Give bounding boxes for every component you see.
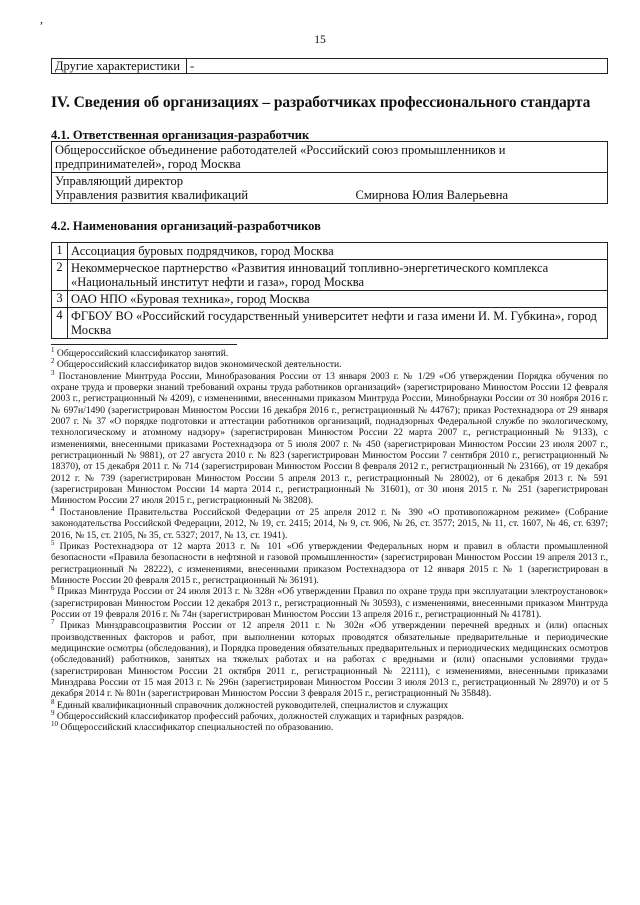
developer-name: ОАО НПО «Буровая техника», город Москва xyxy=(68,291,608,308)
footnote xyxy=(51,504,608,541)
footnote xyxy=(51,586,608,620)
developers-heading: 4.2. Наименования организаций-разработчиков xyxy=(51,219,321,233)
footnote-text: Приказ Ростехнадзора от 12 марта 2013 г. № 101 «Об утверждении Федеральных норм и правил в области промышленной безопасности «Правила безопасности в нефтяной и газовой промышленности» (зарегистрирован Минюстом России 19 апреля 2013 г., регистрационный № 28222), с изменениями, внесенными приказом Ростехнадзора от 12 января 2015 г. № 1 (зарегистрирован в Минюсте России 20 февраля 2015 г., регистрационный № 36191). xyxy=(51,540,609,586)
footnote-text: Постановление Минтруда России, Минобразования России от 13 января 2003 г. № 1/29 «Об утверждении Порядка обучения по охране труда и проверки знаний требований охраны труда работников организаций» (зарегистрировано Минюстом России 12 февраля 2003 г., регистрационный № 4209), с изменениями, внесенными приказом Минтруда России, Минобрнауки России от 30 ноября 2016 г. № 697н/1490 (зарегистрирован Минюстом России 16 декабря 2016 г., регистрационный № 44767); приказ Ростехнадзора от 29 января 2007 г. № 37 «О порядке подготовки и аттестации работников организаций, поднадзорных Федеральной службе по экологическому, технологическому и атомному надзору» (зарегистрирован Минюстом России 22 марта 2007 г., регистрационный № 9133), с изменениями, внесенными приказами Ростехнадзора от 5 июля 2007 г. № 450 (зарегистрирован Минюстом России 23 июля 2007 г., регистрационный № 9881), от 27 августа 2010 г. № 823 (зарегистрирован Минюстом России 7 сентября 2010 г., регистрационный № 18370), от 15 декабря 2011 г. № 714 (зарегистрирован Минюстом России 8 февраля 2012 г., регистрационный № 23166), от 19 декабря 2012 г. № 739 (зарегистрирован Минюстом России 5 апреля 2013 г., регистрационный № 28002), от 6 декабря 2013 г. № 591 (зарегистрирован Минюстом России 14 марта 2014 г., регистрационный № 31601), от 30 июня 2015 г. № 251 (зарегистрирован Минюстом России 27 июля 2015 г., регистрационный № 38208). xyxy=(51,370,609,507)
signatory-position: Управляющий директор xyxy=(55,174,183,188)
footnote-number: 10 xyxy=(51,720,58,729)
footnote-text: Приказ Минтруда России от 24 июля 2013 г. № 328н «Об утверждении Правил по охране труда при эксплуатации электроустановок» (зарегистрирован Минюстом России 12 декабря 2013 г., регистрационный № 30593), с изменениями, внесенными приказом Минтруда России от 19 февраля 2016 г. № 74н (зарегистрирован Минюстом России 13 апреля 2016 г., регистрационный № 41781). xyxy=(51,586,608,620)
signatory-person: Смирнова Юлия Валерьевна xyxy=(355,188,508,202)
footnote-number: 5 xyxy=(51,538,55,547)
responsible-signatory-cell xyxy=(52,173,608,204)
footnote-number: 9 xyxy=(51,708,55,717)
corner-mark: , xyxy=(40,12,43,26)
other-characteristics-value: - xyxy=(187,59,608,74)
footnote-text: Общероссийский классификатор занятий. xyxy=(56,348,229,359)
developer-number: 4 xyxy=(52,308,68,339)
table-row xyxy=(52,59,608,74)
section-title: IV. Сведения об организациях – разработчиках профессионального стандарта xyxy=(51,94,591,111)
developer-number: 3 xyxy=(52,291,68,308)
footnotes xyxy=(51,345,609,734)
footnote-number: 6 xyxy=(51,584,55,593)
responsible-org-heading: 4.1. Ответственная организация-разработчик xyxy=(51,128,310,142)
footnote xyxy=(51,708,608,722)
footnote-divider xyxy=(51,344,237,345)
footnote xyxy=(51,368,609,507)
signatory-line xyxy=(55,188,604,202)
footnote-text: Приказ Минздравсоцразвития России от 12 апреля 2011 г. № 302н «Об утверждении перечней вредных и (или) опасных производственных факторов и работ, при выполнении которых проводятся обязательные предварительные и периодические медицинские осмотры (обследования), и Порядка проведения обязательных предварительных и периодических медицинских осмотров (обследований) работников, занятых на тяжелых работах и на работах с вредными и (или) опасными условиями труда» (зарегистрирован Минюстом России 21 октября 2011 г., регистрационный № 22111), с изменениями, внесенными приказами Минздрава России от 15 мая 2013 г. № 296н (зарегистрирован Минюстом России 3 июля 2013 г., регистрационный № 28970) и от 5 декабря 2014 г. № 801н (зарегистрирован Минюстом России 3 февраля 2015 г., регистрационный № 35848). xyxy=(51,620,608,700)
footnote xyxy=(51,620,608,699)
footnote-text: Постановление Правительства Российской Федерации от 25 апреля 2012 г. № 390 «О противопожарном режиме» (Собрание законодательства Российской Федерации, 2012, № 19, ст. 2415; 2014, № 9, ст. 906, № 26, ст. 3577; 2015, № 11, ст. 1607, № 46, ст. 6397; 2016, № 15, ст. 2105, № 35, ст. 5327; 2017, № 13, ст. 1941). xyxy=(51,506,608,541)
table-row xyxy=(52,260,608,291)
footnote xyxy=(51,697,608,711)
footnote xyxy=(51,345,608,359)
other-characteristics-label: Другие характеристики xyxy=(52,59,187,74)
footnote-text: Общероссийский классификатор профессий рабочих, должностей служащих и тарифных разрядов. xyxy=(56,711,464,722)
developer-number: 2 xyxy=(52,260,68,291)
responsible-org-table xyxy=(51,141,608,204)
developer-name: ФГБОУ ВО «Российский государственный университет нефти и газа имени И. М. Губкина», город Москва xyxy=(68,308,608,339)
footnote-number: 1 xyxy=(51,345,55,354)
developer-number: 1 xyxy=(52,243,68,260)
footnote-number: 7 xyxy=(51,618,55,627)
table-row xyxy=(52,291,608,308)
developers-table xyxy=(51,242,608,339)
footnote-number: 8 xyxy=(51,697,55,706)
footnote-number: 4 xyxy=(51,504,55,513)
table-row xyxy=(52,308,608,339)
developer-name: Ассоциация буровых подрядчиков, город Москва xyxy=(68,243,608,260)
footnote-number: 2 xyxy=(51,357,55,366)
table-row xyxy=(52,243,608,260)
footnote-text: Единый квалификационный справочник должностей руководителей, специалистов и служащих xyxy=(56,699,449,711)
other-characteristics-table xyxy=(51,58,608,74)
page-number: 15 xyxy=(314,34,326,46)
responsible-org-name: Общероссийское объединение работодателей «Российский союз промышленников и предпринимателей», город Москва xyxy=(52,142,608,173)
footnote-text: Общероссийский классификатор видов экономической деятельности. xyxy=(56,359,342,371)
footnote xyxy=(51,359,608,370)
footnote-number: 3 xyxy=(51,368,55,377)
footnote xyxy=(51,722,608,733)
table-row xyxy=(52,142,608,173)
footnote-text: Общероссийский классификатор специальностей по образованию. xyxy=(60,722,334,734)
footnote xyxy=(51,538,609,586)
developer-name: Некоммерческое партнерство «Развития инноваций топливно-энергетического комплекса «Национальный институт нефти и газа», город Москва xyxy=(68,260,608,291)
signatory-department: Управления развития квалификаций xyxy=(55,188,249,202)
table-row xyxy=(52,173,608,204)
